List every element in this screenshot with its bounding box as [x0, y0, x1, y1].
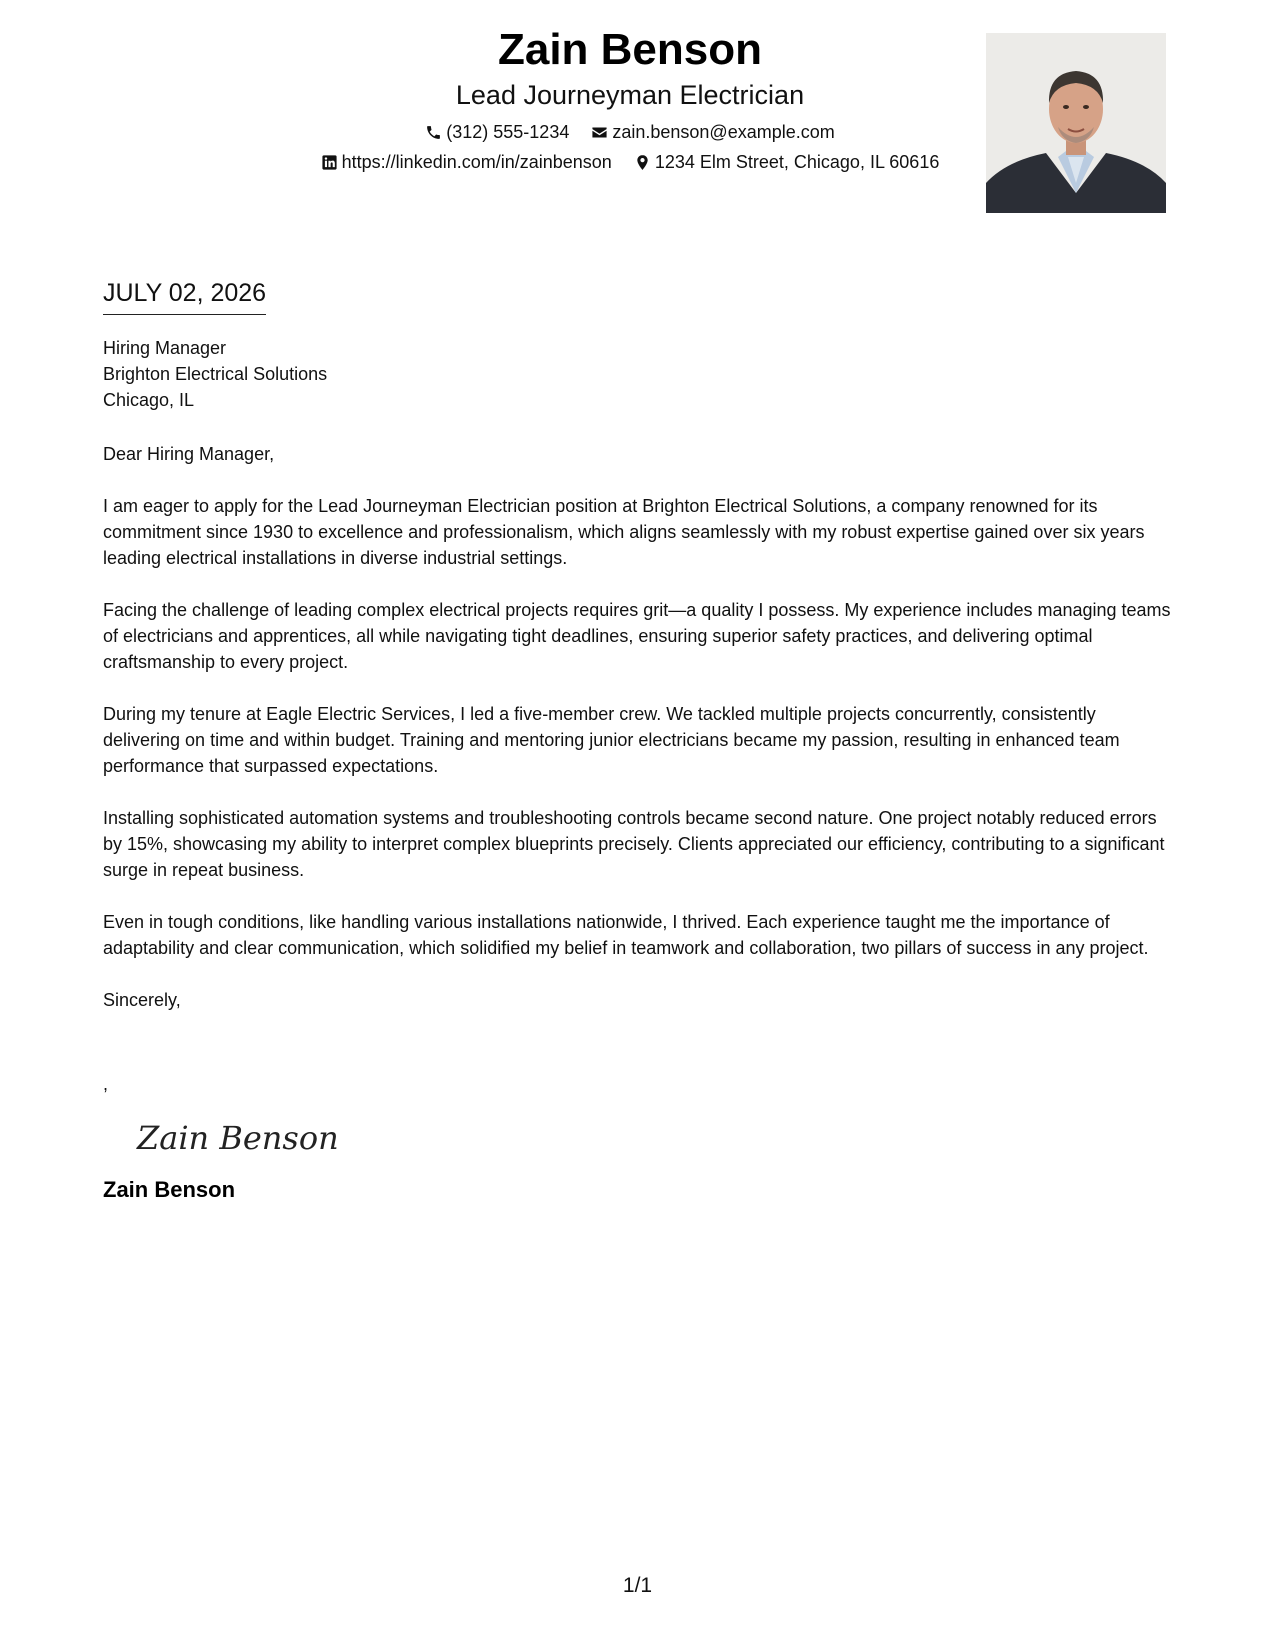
contact-row-primary — [140, 120, 1120, 144]
recipient-company: Brighton Electrical Solutions — [103, 364, 328, 384]
profile-photo — [986, 33, 1166, 213]
linkedin-text: https://linkedin.com/in/zainbenson — [341, 152, 612, 172]
body-paragraph: Installing sophisticated automation systems and troubleshooting controls became second nature. One project notably reduced errors by 15%, showcasing my ability to interpret complex blueprints precisely. Clients appreciated our efficiency, contributing to a significant surge in repeat business. — [103, 808, 1165, 880]
body-paragraph: Facing the challenge of leading complex electrical projects requires grit—a quality I possess. My experience includes managing teams of electricians and apprentices, all while navigating tight deadlines, ensuring superior safety practices, and delivering optimal craftsmanship to every project. — [103, 600, 1171, 672]
recipient-block — [103, 335, 1173, 413]
salutation: Dear Hiring Manager, — [103, 444, 275, 464]
body-paragraph: During my tenure at Eagle Electric Services, I led a five-member crew. We tackled multiple projects concurrently, consistently delivering on time and within budget. Training and mentoring junior electricians became my passion, resulting in enhanced team performance that surpassed expectations. — [103, 704, 1120, 776]
contact-address — [634, 150, 940, 174]
contact-phone — [425, 120, 569, 144]
contact-row-secondary — [140, 150, 1120, 174]
page-number: 1/1 — [622, 1574, 653, 1597]
phone-text: (312) 555-1234 — [446, 122, 570, 142]
email-text: zain.benson@example.com — [612, 122, 835, 142]
signed-name: Zain Benson — [103, 1177, 236, 1202]
address-text: 1234 Elm Street, Chicago, IL 60616 — [654, 152, 940, 172]
handwritten-signature — [133, 1107, 343, 1167]
contact-linkedin — [321, 150, 612, 174]
contact-email — [591, 120, 834, 144]
applicant-name: Zain Benson — [497, 25, 763, 74]
applicant-title: Lead Journeyman Electrician — [455, 80, 805, 110]
comma-line: , — [103, 1074, 109, 1094]
letter-date: JULY 02, 2026 — [103, 276, 266, 315]
map-pin-icon — [634, 154, 651, 171]
body-paragraph: Even in tough conditions, like handling various installations nationwide, I thrived. Each experience taught me the importance of adaptability and clear communication, which solidified my belief in teamwork and collaboration, two pillars of success in any project. — [103, 912, 1149, 958]
letter-body — [103, 276, 1173, 1205]
header-text — [140, 22, 1120, 174]
recipient-name: Hiring Manager — [103, 338, 227, 358]
recipient-location: Chicago, IL — [103, 390, 195, 410]
body-paragraph: I am eager to apply for the Lead Journeyman Electrician position at Brighton Electrical Solutions, a company renowned for its commitment since 1930 to excellence and professionalism, which aligns seamlessly with my robust expertise gained over six years leading electrical installations in diverse industrial settings. — [103, 496, 1145, 568]
envelope-icon — [591, 124, 608, 141]
signature-text: Zain Benson — [137, 1119, 339, 1157]
letter-header — [0, 0, 1275, 220]
phone-icon — [425, 124, 442, 141]
closing: Sincerely, — [103, 990, 181, 1010]
linkedin-icon — [321, 154, 338, 171]
